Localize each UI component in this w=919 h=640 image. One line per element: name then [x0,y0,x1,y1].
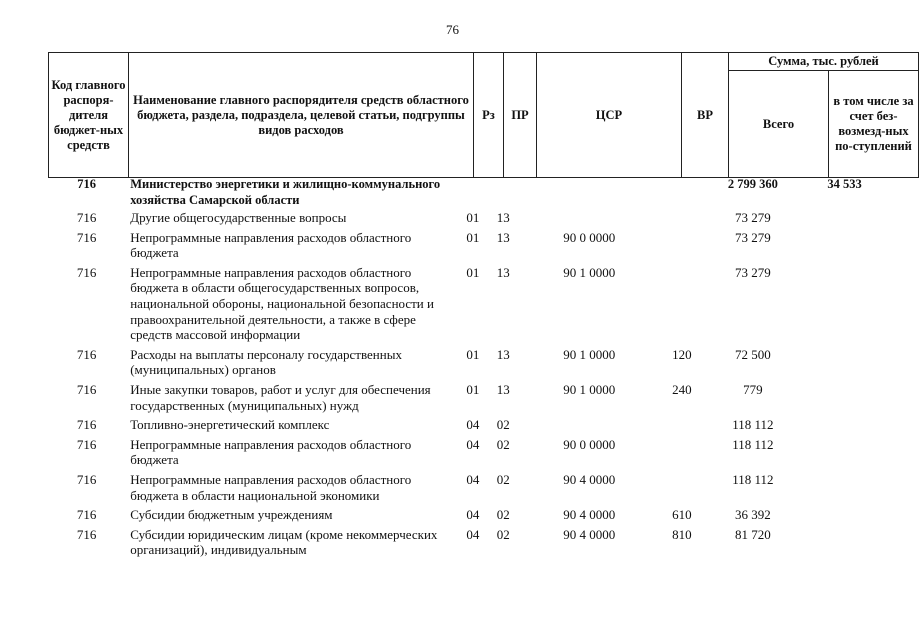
cell-vr: 240 [672,381,692,397]
table-row [48,382,888,413]
cell-kod: 716 [77,177,96,191]
cell-name: Субсидии бюджетным учреждениям [130,507,333,523]
cell-pr: 02 [496,436,510,452]
header-vr: ВР [682,53,729,178]
table-row [48,176,888,208]
header-total: Всего [729,71,829,178]
header-sum: Сумма, тыс. рублей [729,53,919,71]
cell-pr: 02 [496,507,510,523]
cell-rz: 01 [466,210,480,225]
cell-total: 73 279 [734,229,771,245]
cell-name: Непрограммные направления расходов областного бюджета в области национальной экономики [130,471,412,503]
cell-name: Непрограммные направления расходов областного бюджета [130,436,412,468]
cell-csr: 90 0 0000 [563,229,616,245]
cell-pr: 13 [496,210,510,225]
cell-name: Другие общегосударственные вопросы [130,210,347,225]
page-number: 76 [446,22,459,37]
table-body [48,176,888,562]
cell-kod: 716 [76,507,97,523]
cell-total: 72 500 [734,346,771,362]
cell-free: 34 533 [827,177,862,191]
cell-total: 118 112 [732,471,774,487]
table-row [48,347,888,378]
cell-name: Субсидии юридическим лицам (кроме некоммерческих организаций), индивидуальным [130,526,438,558]
table-row [48,230,888,261]
table-row [48,527,888,558]
cell-kod: 716 [76,436,97,452]
cell-total: 118 112 [732,436,774,452]
cell-rz: 01 [466,381,480,397]
cell-pr: 02 [496,471,510,487]
cell-vr: 120 [672,346,692,362]
cell-rz: 04 [466,507,480,523]
cell-csr: 90 1 0000 [563,264,616,280]
cell-total: 36 392 [734,507,771,523]
cell-pr: 02 [496,526,510,542]
cell-kod: 716 [76,381,97,397]
header-free: в том числе за счет без-возмезд-ных по-ступлений [829,71,919,178]
cell-pr: 13 [496,346,510,362]
table-row [48,417,888,433]
cell-total: 118 112 [732,417,774,433]
cell-kod: 716 [76,417,97,433]
cell-rz: 04 [466,417,480,433]
cell-csr: 90 4 0000 [563,471,616,487]
cell-total: 73 279 [734,210,771,225]
table-row [48,472,888,503]
cell-kod: 716 [76,346,97,362]
cell-kod: 716 [76,526,97,542]
cell-kod: 716 [76,210,97,225]
cell-rz: 04 [466,436,480,452]
table-row [48,210,888,226]
table-header [48,52,919,178]
cell-pr: 02 [496,417,510,433]
cell-name: Непрограммные направления расходов областного бюджета [130,229,412,261]
cell-name: Иные закупки товаров, работ и услуг для обеспечения государственных (муниципальных) нужд [130,381,431,413]
table-row [48,437,888,468]
cell-rz: 01 [466,346,480,362]
cell-rz: 04 [466,471,480,487]
header-kod: Код главного распоря-дителя бюджет-ных средств [49,53,129,178]
table-row [48,507,888,523]
cell-csr: 90 1 0000 [563,381,616,397]
header-csr: ЦСР [537,53,682,178]
cell-csr: 90 0 0000 [563,436,616,452]
cell-kod: 716 [76,229,97,245]
cell-pr: 13 [496,381,510,397]
cell-total: 2 799 360 [727,177,778,191]
cell-total: 73 279 [734,264,771,280]
cell-total: 81 720 [734,526,771,542]
cell-name: Топливно-энергетический комплекс [130,417,330,433]
table-row [48,265,888,343]
cell-pr: 13 [496,264,510,280]
cell-vr: 810 [672,526,692,542]
cell-rz: 01 [466,229,480,245]
cell-kod: 716 [76,471,97,487]
cell-name: Непрограммные направления расходов областного бюджета в области общегосударственных вопросов, национальной обороны, национальной безопасности и правоохранительной деятельности, а также в сфере средств массовой информации [130,264,434,343]
header-pr: ПР [504,53,537,178]
cell-name: Министерство энергетики и жилищно-коммунального хозяйства Самарской области [130,177,441,207]
cell-total: 779 [743,381,763,397]
header-name: Наименование главного распорядителя средств областного бюджета, раздела, подраздела, целевой статьи, подгруппы видов расходов [129,53,474,178]
cell-vr: 610 [672,507,692,523]
cell-pr: 13 [496,229,510,245]
cell-csr: 90 4 0000 [563,507,616,523]
cell-csr: 90 4 0000 [563,526,616,542]
cell-csr: 90 1 0000 [563,346,616,362]
header-rz: Рз [474,53,504,178]
cell-name: Расходы на выплаты персоналу государственных (муниципальных) органов [130,346,402,378]
cell-rz: 04 [466,526,480,542]
cell-kod: 716 [76,264,97,280]
cell-rz: 01 [466,264,480,280]
